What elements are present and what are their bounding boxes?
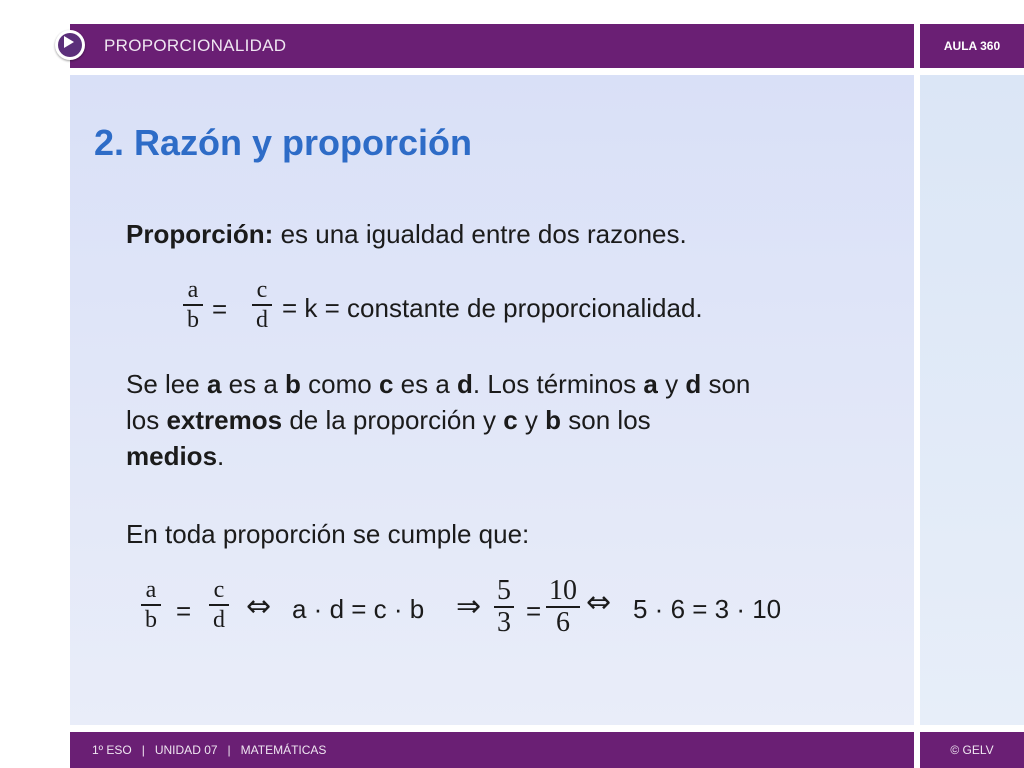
product-equality: a · d = c · b	[292, 594, 425, 624]
fraction-numerator: c	[256, 277, 268, 303]
play-icon[interactable]	[55, 30, 85, 60]
footer-course-info: 1º ESO | UNIDAD 07 | MATEMÁTICAS	[92, 743, 327, 757]
header-title: PROPORCIONALIDAD	[104, 36, 287, 55]
definition-text: es una igualdad entre dos razones.	[273, 219, 687, 249]
definition-term: Proporción:	[126, 219, 274, 249]
definition-line	[126, 216, 687, 252]
right-side-panel	[920, 75, 1024, 725]
left-margin	[0, 0, 70, 768]
iff-arrow-icon-2: ⇔	[586, 585, 612, 620]
implies-arrow-icon: ⇒	[456, 589, 482, 624]
equals-sign: =	[526, 596, 542, 626]
reading-line-1: Se lee a es a b como c es a d. Los términos a y d son	[126, 369, 751, 399]
fraction-numerator: c	[213, 577, 225, 603]
fraction-a-b	[181, 276, 205, 334]
reading-line-2: los extremos de la proporción y c y b son los	[126, 405, 651, 435]
example-equality: 5 · 6 = 3 · 10	[633, 594, 782, 624]
constant-definition: = k = constante de proporcionalidad.	[282, 293, 703, 323]
fraction-denominator: 6	[556, 606, 570, 638]
fraction-numerator: a	[145, 577, 157, 603]
fraction-numerator: 10	[549, 575, 577, 606]
footer-copyright: © GELV	[950, 743, 994, 757]
fraction-denominator: d	[256, 306, 268, 333]
equals-sign: =	[212, 294, 228, 324]
fraction-10-6	[544, 576, 582, 638]
fraction-denominator: d	[213, 606, 225, 633]
fraction-5-3	[492, 576, 516, 638]
fraction-denominator: b	[145, 606, 157, 633]
fraction-numerator: a	[187, 277, 199, 303]
reading-line-3: medios.	[126, 441, 225, 471]
iff-arrow-icon: ⇔	[246, 589, 272, 624]
fraction-denominator: b	[187, 306, 199, 333]
brand-label: AULA 360	[943, 39, 1001, 53]
page-title: 2. Razón y proporción	[94, 122, 473, 163]
equals-sign: =	[176, 596, 192, 626]
fraction-c-d-2	[207, 576, 231, 634]
fraction-a-b-2	[139, 576, 163, 634]
fraction-denominator: 3	[497, 606, 511, 638]
rule-intro: En toda proporción se cumple que:	[126, 519, 530, 549]
fraction-numerator: 5	[497, 575, 511, 606]
fraction-c-d	[250, 276, 274, 334]
reading-paragraph	[126, 366, 750, 474]
